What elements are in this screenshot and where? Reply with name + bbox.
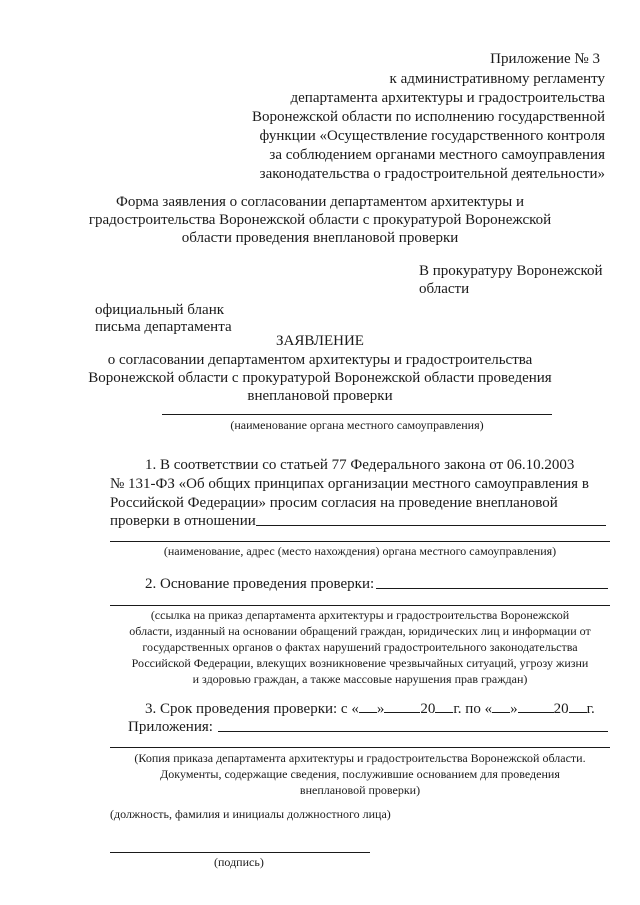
appendix-line: функции «Осуществление государственного контроля — [259, 128, 605, 144]
form-title-line: области проведения внеплановой проверки — [181, 230, 459, 246]
item3-caption-line: внеплановой проверки) — [299, 783, 421, 797]
heading-line: внеплановой проверки — [247, 388, 393, 404]
attachments-field-2[interactable] — [110, 747, 610, 748]
year-prefix: 20 — [420, 701, 436, 717]
inspection-basis-field-2[interactable] — [110, 605, 610, 606]
inspection-target-field[interactable] — [256, 525, 606, 526]
document-heading: ЗАЯВЛЕНИЕ — [276, 333, 364, 349]
item1-line: 1. В соответствии со статьей 77 Федерального закона от 06.10.2003 — [145, 457, 575, 473]
year-prefix: 20 — [553, 701, 569, 717]
heading-line: о согласовании департаментом архитектуры и градостроительства — [107, 352, 533, 368]
appendix-line: Приложение № 3 — [490, 51, 600, 67]
item2-caption-line: области, изданный на основании обращений граждан, юридических лиц и информации от — [129, 624, 591, 638]
item2-label: 2. Основание проведения проверки: — [145, 576, 375, 592]
period-end-day-field[interactable] — [492, 699, 510, 713]
form-title-line: Форма заявления о согласовании департаментом архитектуры и — [116, 194, 524, 210]
period-end-month-field[interactable] — [518, 699, 554, 713]
letterhead-line: письма департамента — [95, 319, 232, 335]
period-end-year-field[interactable] — [569, 699, 587, 713]
local-body-name-line[interactable] — [162, 414, 552, 415]
official-caption: (должность, фамилия и инициалы должностного лица) — [110, 807, 391, 821]
quote-close: » — [376, 701, 385, 717]
inspection-basis-field[interactable] — [376, 588, 608, 589]
appendix-line: за соблюдением органами местного самоуправления — [269, 147, 605, 163]
period-start-year-field[interactable] — [435, 699, 453, 713]
signature-line[interactable] — [110, 852, 370, 853]
inspection-period-row — [145, 699, 595, 718]
form-title-line: градостроительства Воронежской области с прокуратурой Воронежской — [88, 212, 552, 228]
quote-close: » — [510, 701, 518, 717]
period-start-day-field[interactable] — [359, 699, 377, 713]
signature-caption: (подпись) — [214, 855, 264, 869]
item2-caption-line: государственных органов о фактах нарушений градостроительного законодательства — [142, 640, 578, 654]
item1-line: Российской Федерации» просим согласия на проведение внеплановой — [110, 495, 558, 511]
addressee-line: В прокуратуру Воронежской — [419, 263, 603, 279]
period-start-month-field[interactable] — [384, 699, 420, 713]
item2-caption-line: и здоровью граждан, а также массовые нарушения прав граждан) — [192, 672, 528, 686]
item3-caption-line: Документы, содержащие сведения, послужившие основанием для проведения — [160, 767, 560, 781]
letterhead-line: официальный бланк — [95, 302, 225, 318]
item3-caption-line: (Копия приказа департамента архитектуры и градостроительства Воронежской области. — [134, 751, 586, 765]
year-suffix: г. — [586, 701, 595, 717]
inspection-target-field-2[interactable] — [110, 541, 610, 542]
appendix-line: к административному регламенту — [389, 71, 605, 87]
item2-caption-line: Российской Федерации, влекущих возникновение чрезвычайных ситуаций, угрозу жизни — [131, 656, 589, 670]
local-body-caption: (наименование органа местного самоуправления) — [230, 418, 484, 432]
heading-line: Воронежской области с прокуратурой Воронежской области проведения — [88, 370, 552, 386]
addressee-line: области — [419, 281, 470, 297]
item1-caption: (наименование, адрес (место нахождения) органа местного самоуправления) — [163, 544, 557, 558]
attachments-label: Приложения: — [128, 719, 213, 735]
appendix-line: законодательства о градостроительной деятельности» — [259, 166, 605, 182]
attachments-field[interactable] — [218, 731, 608, 732]
item2-caption-line: (ссылка на приказ департамента архитектуры и градостроительства Воронежской — [150, 608, 570, 622]
period-to-label: г. по « — [453, 701, 493, 717]
appendix-line: Воронежской области по исполнению государственной — [251, 109, 605, 125]
appendix-line: департамента архитектуры и градостроительства — [290, 90, 605, 106]
period-label: 3. Срок проведения проверки: с « — [145, 701, 359, 717]
item1-line: № 131-ФЗ «Об общих принципах организации местного самоуправления в — [110, 476, 589, 492]
item1-line: проверки в отношении — [110, 513, 256, 529]
